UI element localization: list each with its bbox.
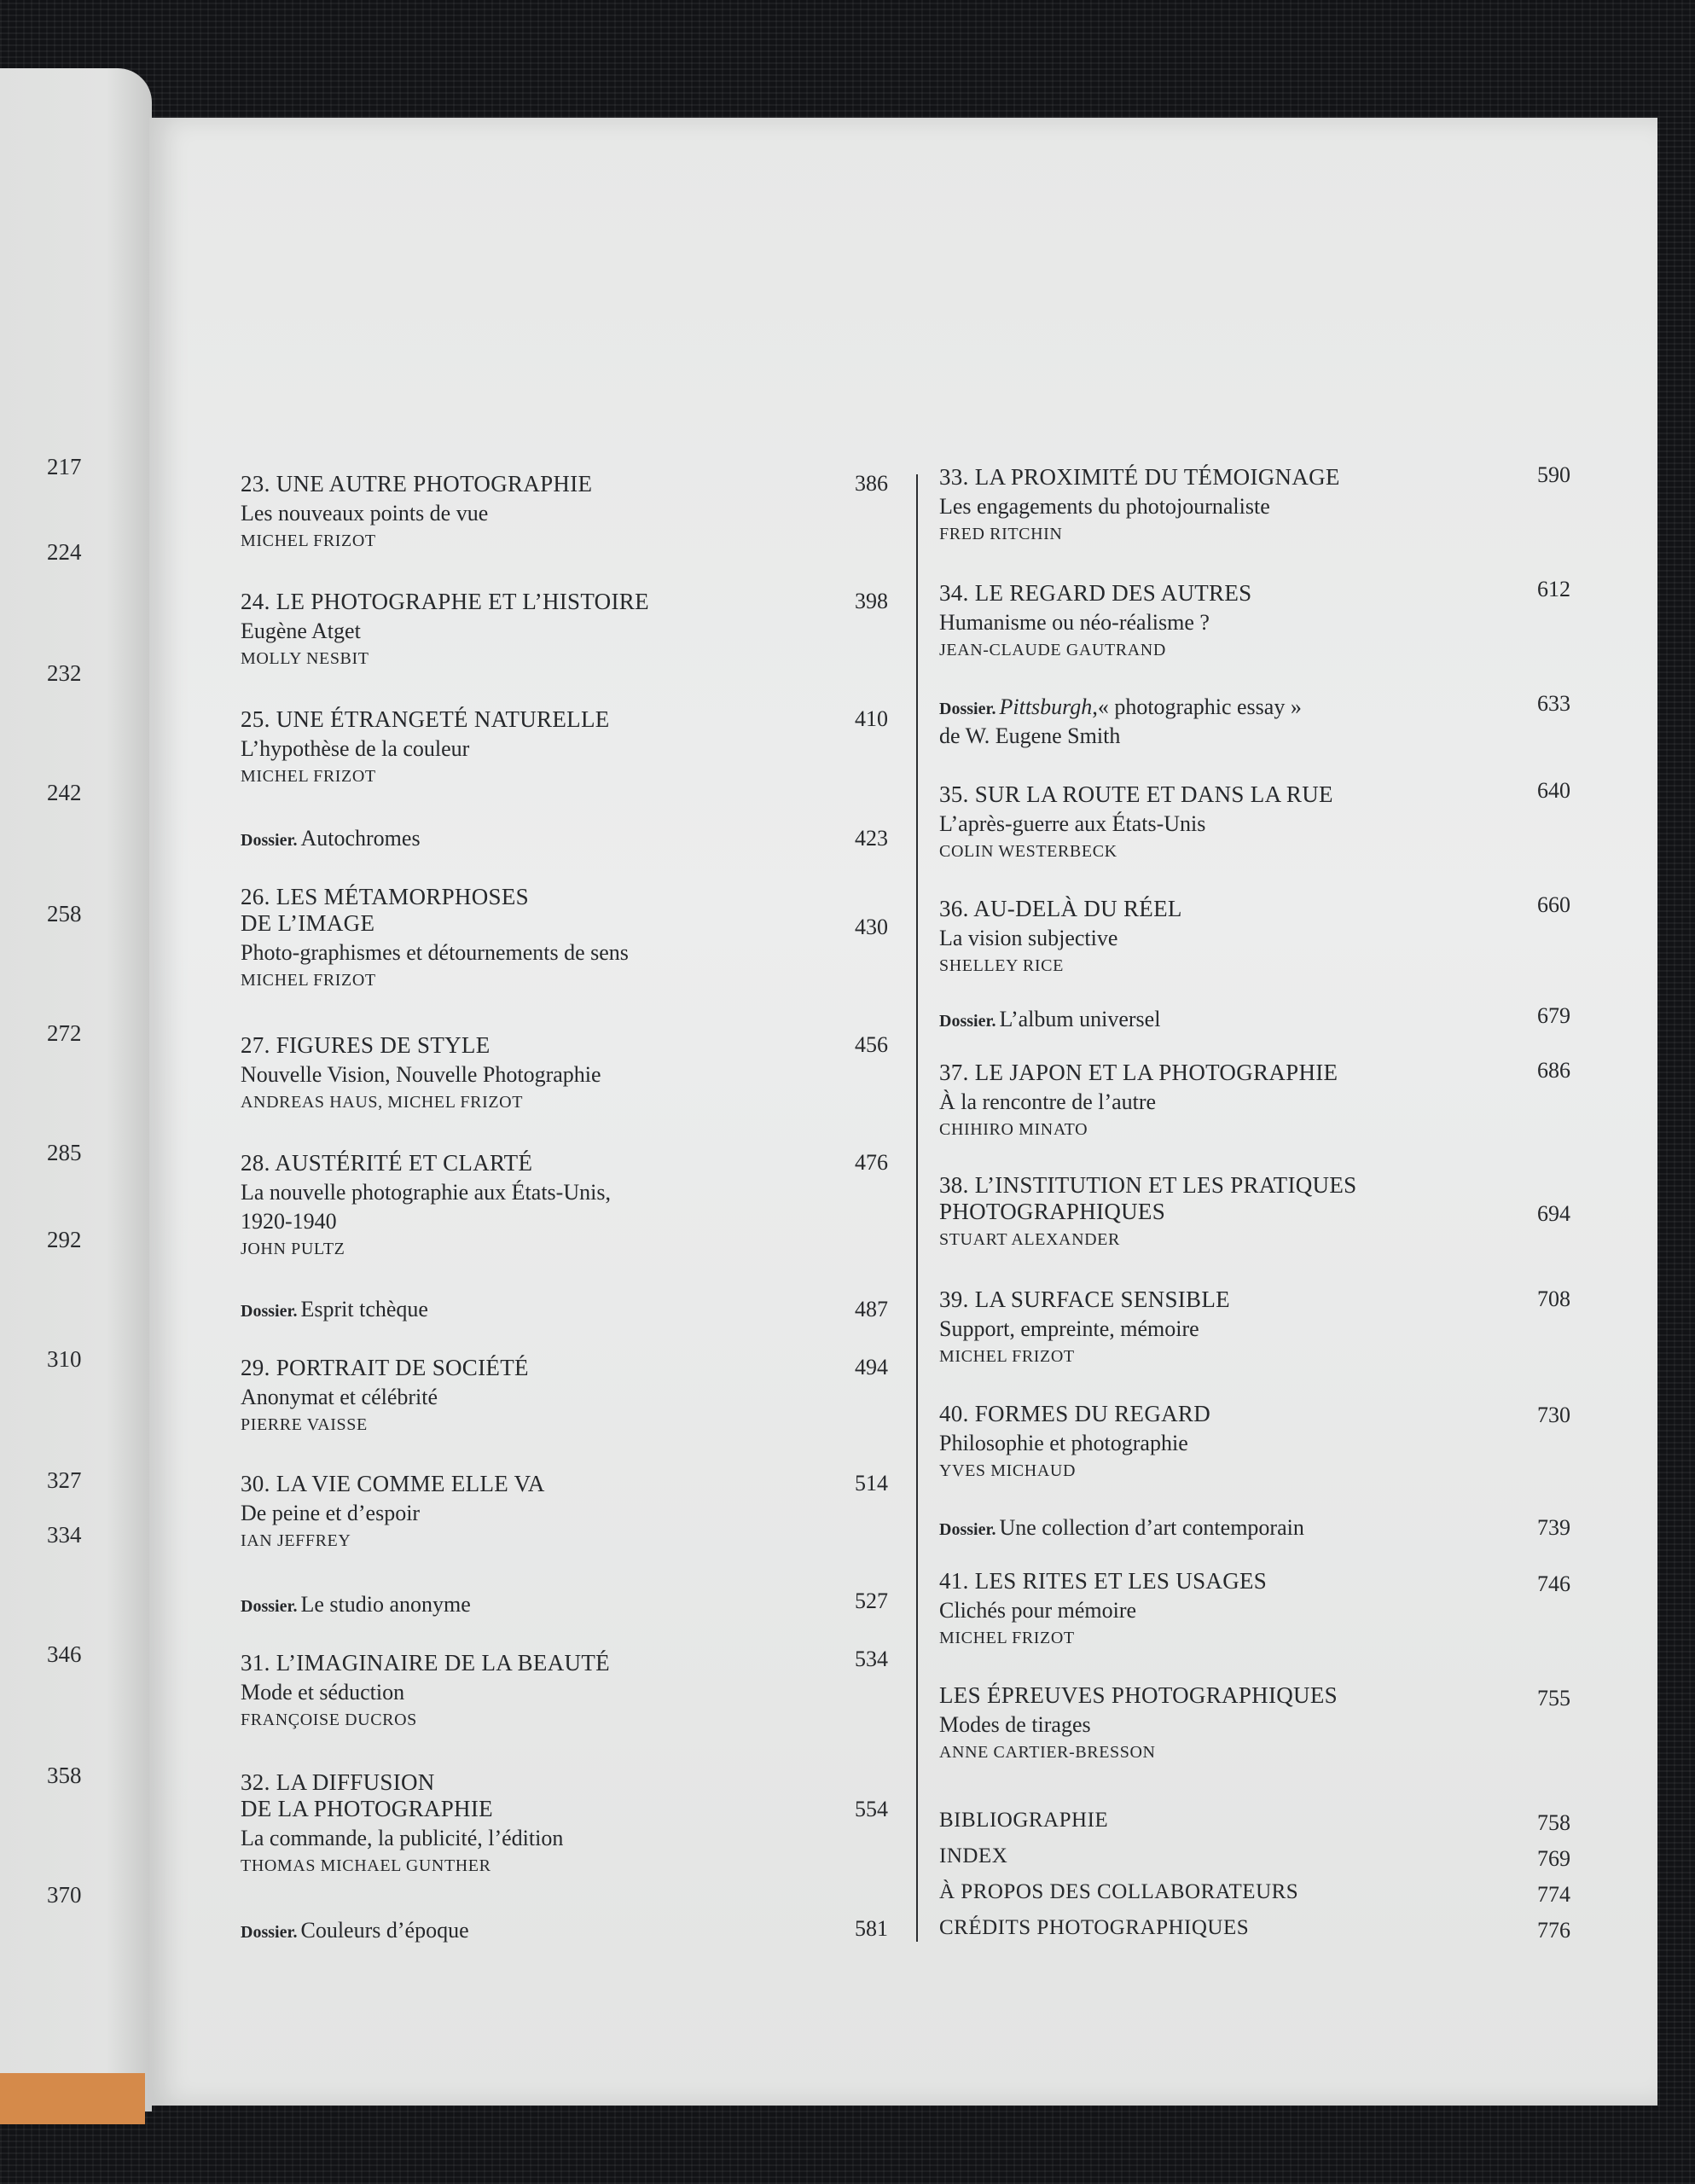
left-page-number: 217 [47, 454, 82, 479]
toc-entry[interactable] [241, 1769, 795, 1876]
dossier-title-italic: Pittsburgh [999, 694, 1093, 719]
page-number: 686 [1537, 1058, 1570, 1083]
chapter-subtitle: Les nouveaux points de vue [241, 501, 489, 526]
chapter-author: STUART ALEXANDER [939, 1230, 1120, 1249]
page-number: 612 [1537, 577, 1570, 601]
page-number: 487 [855, 1297, 888, 1321]
page-number: 730 [1537, 1403, 1570, 1427]
toc-entry[interactable] [241, 884, 795, 990]
page-number: 776 [1537, 1918, 1570, 1943]
toc-entry[interactable] [241, 1355, 795, 1435]
page-number: 476 [855, 1150, 888, 1175]
previous-page-edge [0, 68, 152, 2111]
chapter-title: 27. FIGURES DE STYLE [241, 1032, 491, 1058]
chapter-title: 38. L’INSTITUTION ET LES PRATIQUES [939, 1172, 1357, 1198]
chapter-title: 31. L’IMAGINAIRE DE LA BEAUTÉ [241, 1650, 610, 1676]
toc-entry[interactable] [241, 1471, 795, 1551]
chapter-subtitle: De peine et d’espoir [241, 1501, 421, 1525]
chapter-title: 23. UNE AUTRE PHOTOGRAPHIE [241, 471, 593, 497]
chapter-author: COLIN WESTERBECK [939, 842, 1117, 861]
toc-entry[interactable] [241, 1150, 795, 1259]
chapter-title: 30. LA VIE COMME ELLE VA [241, 1471, 545, 1496]
chapter-subtitle: Mode et séduction [241, 1680, 405, 1705]
page-number: 708 [1537, 1287, 1570, 1311]
chapter-title: 24. LE PHOTOGRAPHE ET L’HISTOIRE [241, 589, 649, 614]
page-number: 514 [855, 1471, 888, 1496]
left-page-number: 327 [47, 1467, 82, 1493]
page-number: 774 [1537, 1882, 1570, 1907]
page-number: 398 [855, 589, 888, 613]
left-page-number: 285 [47, 1140, 82, 1165]
chapter-title: 28. AUSTÉRITÉ ET CLARTÉ [241, 1150, 533, 1176]
page-number: 590 [1537, 462, 1570, 487]
left-page-number: 272 [47, 1020, 82, 1046]
dossier-title-line-2: de W. Eugene Smith [939, 723, 1121, 748]
chapter-subtitle: Eugène Atget [241, 619, 361, 643]
chapter-author: MICHEL FRIZOT [939, 1629, 1075, 1647]
page-number: 633 [1537, 691, 1570, 716]
dossier-title: Une collection d’art contemporain [999, 1515, 1304, 1540]
left-page-number: 224 [47, 539, 82, 565]
chapter-author: MICHEL FRIZOT [939, 1347, 1075, 1366]
dossier-title: Autochromes [300, 826, 421, 851]
chapter-title-line-2: DE L’IMAGE [241, 910, 375, 936]
page-number: 423 [855, 826, 888, 851]
toc-dossier[interactable] [241, 1918, 795, 1943]
chapter-author: SHELLEY RICE [939, 956, 1064, 975]
chapter-title-line-2: DE LA PHOTOGRAPHIE [241, 1796, 493, 1821]
toc-entry[interactable] [939, 1682, 1451, 1763]
chapter-author: FRANÇOISE DUCROS [241, 1711, 417, 1729]
toc-dossier[interactable] [241, 826, 795, 851]
toc-entry[interactable] [241, 1650, 795, 1730]
chapter-subtitle: La nouvelle photographie aux États-Unis, [241, 1180, 611, 1205]
chapter-subtitle: À la rencontre de l’autre [939, 1089, 1157, 1114]
left-page-number: 292 [47, 1227, 82, 1252]
toc-entry[interactable] [939, 1401, 1451, 1481]
chapter-subtitle: Anonymat et célébrité [241, 1385, 438, 1409]
chapter-author: JEAN-CLAUDE GAUTRAND [939, 641, 1166, 659]
toc-entry[interactable] [241, 471, 795, 551]
left-page-number: 258 [47, 901, 82, 926]
chapter-subtitle: Photo-graphismes et détournements de sens [241, 940, 629, 965]
left-page-number: 334 [47, 1522, 82, 1548]
chapter-title: 29. PORTRAIT DE SOCIÉTÉ [241, 1355, 529, 1380]
chapter-author: MOLLY NESBIT [241, 649, 369, 668]
page-number: 554 [855, 1797, 888, 1821]
page-number: 679 [1537, 1003, 1570, 1028]
toc-entry[interactable] [241, 1032, 795, 1112]
chapter-author: ANDREAS HAUS, MICHEL FRIZOT [241, 1093, 524, 1112]
toc-entry[interactable] [939, 1060, 1451, 1140]
dossier-title: ,« photographic essay » [1092, 694, 1302, 719]
page-number: 494 [855, 1355, 888, 1380]
toc-entry[interactable] [241, 706, 795, 787]
chapter-author: ANNE CARTIER-BRESSON [939, 1743, 1156, 1762]
column-divider [916, 474, 918, 1942]
chapter-author: MICHEL FRIZOT [241, 767, 376, 786]
page-number: 758 [1537, 1810, 1570, 1835]
toc-dossier[interactable] [241, 1297, 795, 1322]
toc-entry[interactable] [939, 1287, 1451, 1367]
toc-entry[interactable] [939, 1172, 1451, 1250]
chapter-title-line-2: PHOTOGRAPHIQUES [939, 1199, 1166, 1224]
toc-dossier[interactable] [939, 1007, 1451, 1032]
chapter-title: 25. UNE ÉTRANGETÉ NATURELLE [241, 706, 610, 732]
chapter-subtitle: Nouvelle Vision, Nouvelle Photographie [241, 1062, 601, 1087]
back-matter-photo-credits[interactable]: CRÉDITS PHOTOGRAPHIQUES [939, 1916, 1250, 1939]
dossier-title: Le studio anonyme [300, 1592, 471, 1617]
chapter-title: 35. SUR LA ROUTE ET DANS LA RUE [939, 781, 1333, 807]
back-matter-bibliography[interactable]: BIBLIOGRAPHIE [939, 1809, 1109, 1832]
page-number: 527 [855, 1589, 888, 1613]
chapter-author: CHIHIRO MINATO [939, 1120, 1088, 1139]
chapter-author: PIERRE VAISSE [241, 1415, 368, 1434]
dossier-label: Dossier. [939, 1520, 996, 1539]
dossier-label: Dossier. [241, 1923, 298, 1942]
page-number: 769 [1537, 1846, 1570, 1871]
chapter-title: 37. LE JAPON ET LA PHOTOGRAPHIE [939, 1060, 1338, 1085]
chapter-subtitle: Philosophie et photographie [939, 1431, 1188, 1455]
dossier-label: Dossier. [939, 1012, 996, 1031]
dossier-title: L’album universel [999, 1007, 1161, 1031]
chapter-subtitle: Support, empreinte, mémoire [939, 1316, 1199, 1341]
toc-entry[interactable] [939, 781, 1451, 862]
dossier-title: Couleurs d’époque [300, 1918, 469, 1943]
chapter-title: 33. LA PROXIMITÉ DU TÉMOIGNAGE [939, 464, 1340, 490]
page-number: 410 [855, 706, 888, 731]
toc-entry[interactable] [939, 580, 1451, 660]
left-page-number: 346 [47, 1641, 82, 1667]
dossier-label: Dossier. [241, 1597, 298, 1616]
chapter-author: THOMAS MICHAEL GUNTHER [241, 1856, 491, 1875]
chapter-title: 36. AU-DELÀ DU RÉEL [939, 896, 1182, 921]
chapter-title: 34. LE REGARD DES AUTRES [939, 580, 1252, 606]
left-page-number: 232 [47, 660, 82, 686]
page-number: 456 [855, 1032, 888, 1057]
dossier-label: Dossier. [241, 831, 298, 850]
left-page-number: 310 [47, 1346, 82, 1372]
page-number: 430 [855, 915, 888, 939]
back-matter-index[interactable]: INDEX [939, 1844, 1008, 1867]
page-number: 694 [1537, 1201, 1570, 1226]
chapter-subtitle: La commande, la publicité, l’édition [241, 1826, 564, 1850]
chapter-subtitle: Humanisme ou néo-réalisme ? [939, 610, 1210, 635]
chapter-author: FRED RITCHIN [939, 525, 1063, 543]
dossier-label: Dossier. [241, 1302, 298, 1321]
page-number: 755 [1537, 1686, 1570, 1711]
chapter-subtitle: Modes de tirages [939, 1712, 1091, 1737]
toc-entry[interactable] [241, 589, 795, 669]
chapter-author: MICHEL FRIZOT [241, 971, 376, 990]
dossier-label: Dossier. [939, 700, 996, 718]
chapter-title: 32. LA DIFFUSION [241, 1769, 435, 1795]
chapter-title: 40. FORMES DU REGARD [939, 1401, 1211, 1426]
toc-entry[interactable] [939, 1568, 1451, 1648]
chapter-subtitle: Les engagements du photojournaliste [939, 494, 1270, 519]
toc-dossier[interactable] [939, 1515, 1451, 1541]
chapter-subtitle: Clichés pour mémoire [939, 1598, 1137, 1623]
left-page-number: 358 [47, 1763, 82, 1788]
toc-dossier[interactable] [241, 1592, 795, 1618]
chapter-title: 26. LES MÉTAMORPHOSES [241, 884, 529, 909]
back-matter-collaborators[interactable]: À PROPOS DES COLLABORATEURS [939, 1880, 1299, 1903]
chapter-author: JOHN PULTZ [241, 1240, 345, 1258]
chapter-subtitle: La vision subjective [939, 926, 1118, 950]
chapter-author: YVES MICHAUD [939, 1461, 1076, 1480]
chapter-subtitle: L’hypothèse de la couleur [241, 736, 470, 761]
toc-entry[interactable] [939, 896, 1451, 976]
page-number: 386 [855, 471, 888, 496]
page-number: 660 [1537, 892, 1570, 917]
page-number: 746 [1537, 1571, 1570, 1596]
chapter-title: 41. LES RITES ET LES USAGES [939, 1568, 1268, 1594]
toc-dossier[interactable] [939, 694, 1451, 749]
page-number: 739 [1537, 1515, 1570, 1540]
book-cover-edge [0, 2073, 145, 2124]
page-number: 534 [855, 1647, 888, 1671]
chapter-title: LES ÉPREUVES PHOTOGRAPHIQUES [939, 1682, 1338, 1708]
page-number: 581 [855, 1916, 888, 1941]
dossier-title: Esprit tchèque [300, 1297, 428, 1321]
left-page-number: 370 [47, 1882, 82, 1908]
chapter-subtitle-line-2: 1920-1940 [241, 1209, 337, 1234]
chapter-author: IAN JEFFREY [241, 1531, 351, 1550]
chapter-author: MICHEL FRIZOT [241, 531, 376, 550]
page-number: 640 [1537, 778, 1570, 803]
chapter-title: 39. LA SURFACE SENSIBLE [939, 1287, 1230, 1312]
chapter-subtitle: L’après-guerre aux États-Unis [939, 811, 1206, 836]
left-page-number: 242 [47, 780, 82, 805]
toc-entry[interactable] [939, 464, 1451, 544]
